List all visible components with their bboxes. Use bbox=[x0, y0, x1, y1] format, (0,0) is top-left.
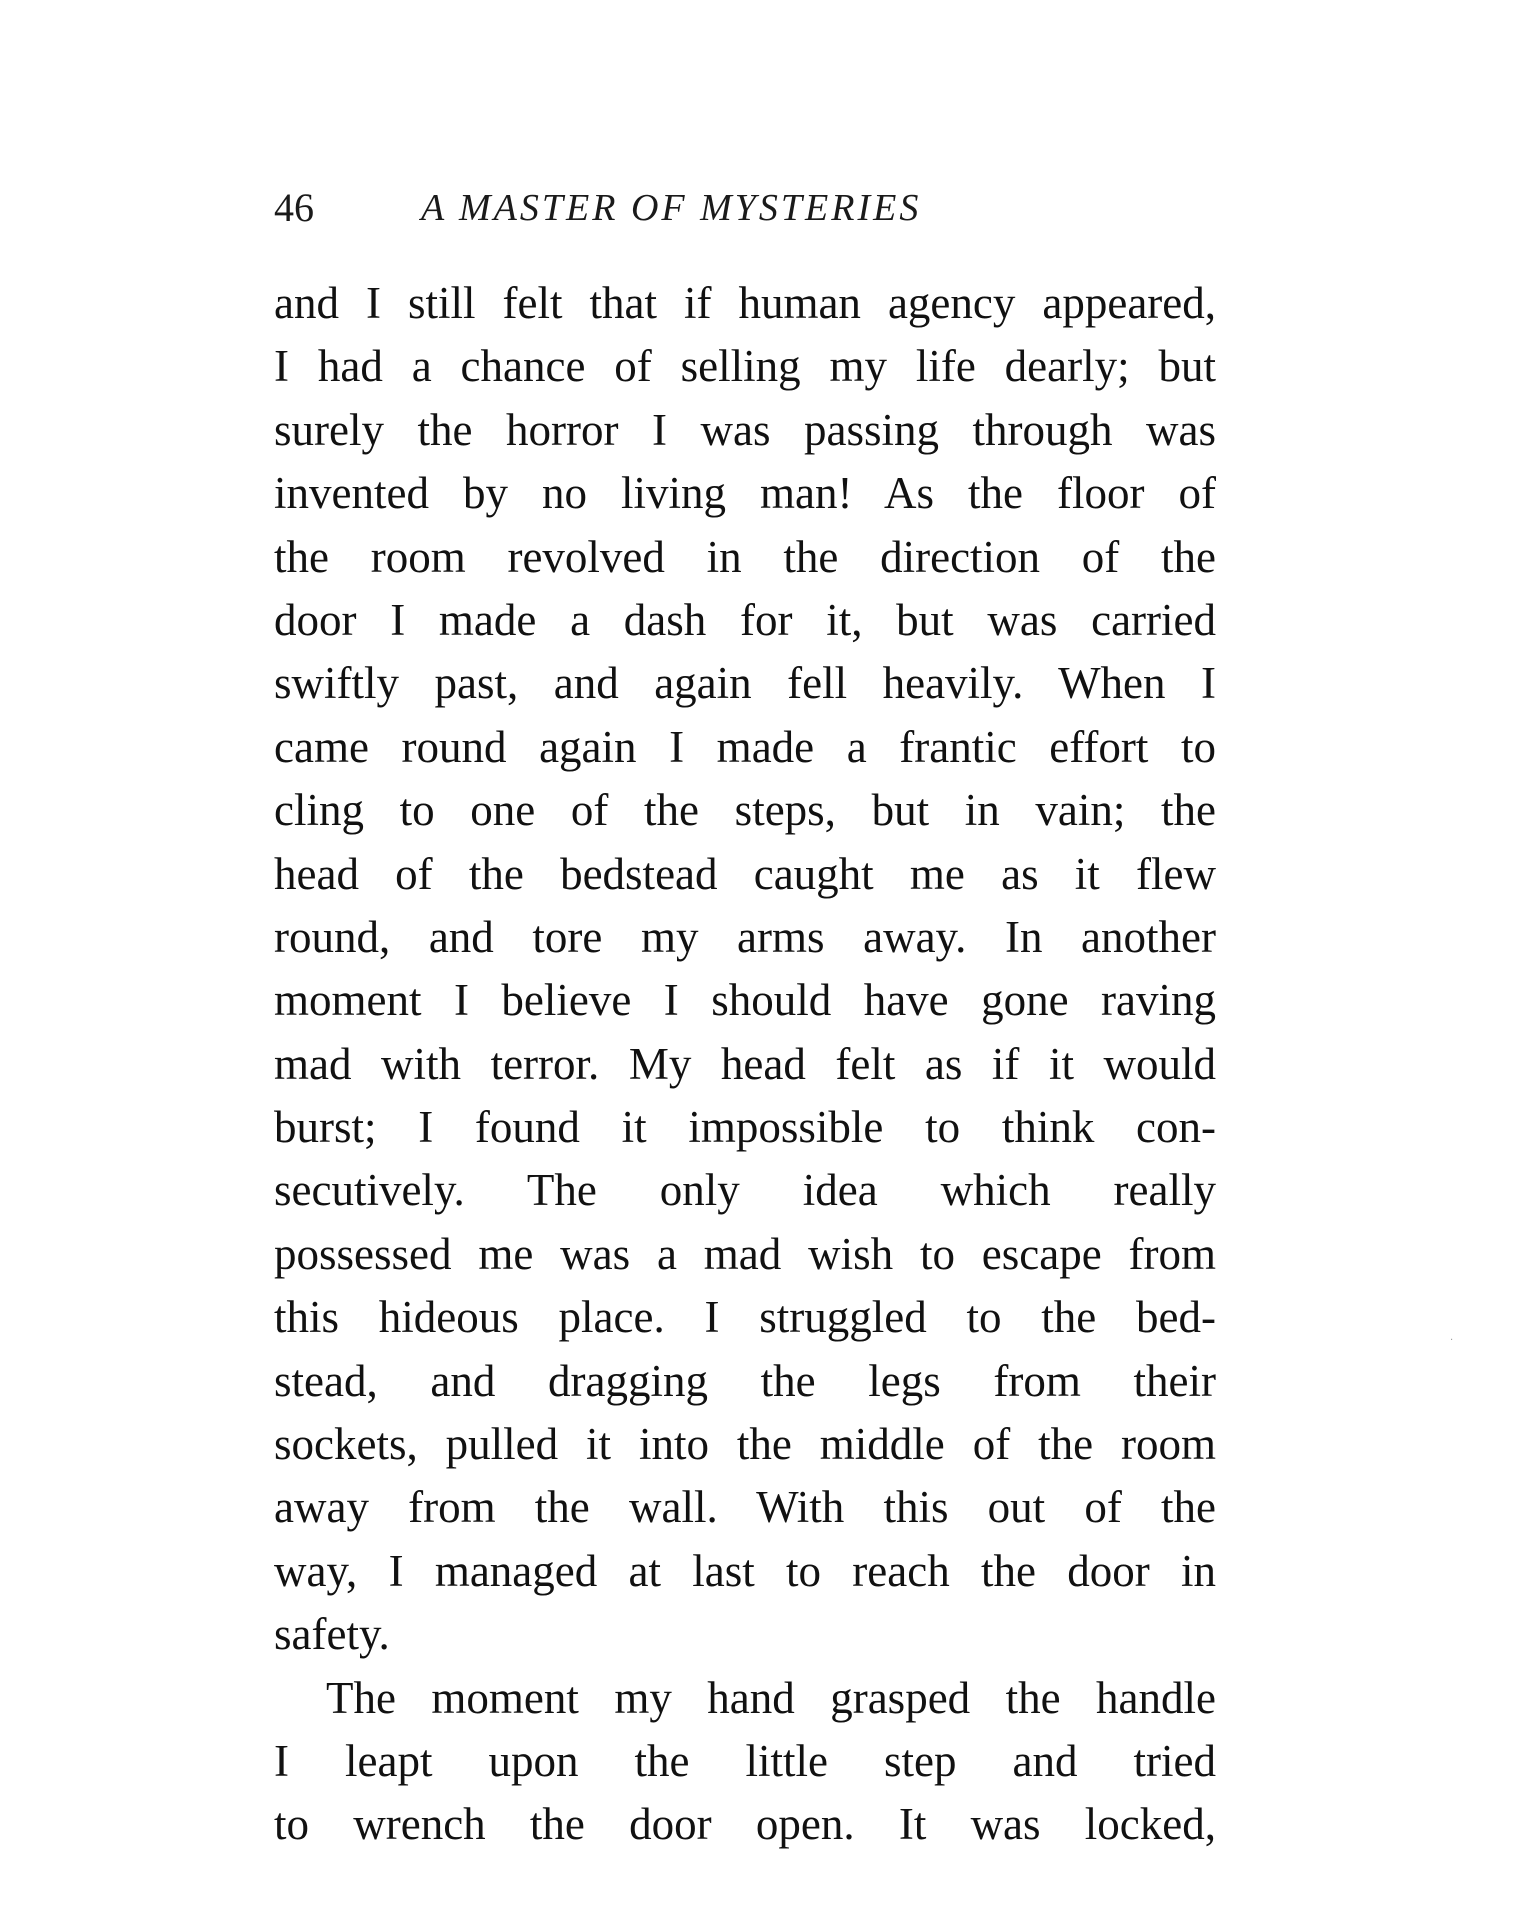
text-line: moment I believe I should have gone raving bbox=[274, 975, 1216, 1026]
text-line: this hideous place. I struggled to the bed- bbox=[274, 1292, 1216, 1343]
text-line: way, I managed at last to reach the door in bbox=[274, 1545, 1216, 1596]
text-line: The moment my hand grasped the handle bbox=[326, 1672, 1216, 1723]
page-number: 46 bbox=[274, 185, 314, 230]
text-line: possessed me was a mad wish to escape from bbox=[274, 1228, 1216, 1279]
text-line: sockets, pulled it into the middle of the room bbox=[274, 1419, 1216, 1470]
text-line: stead, and dragging the legs from their bbox=[274, 1355, 1216, 1406]
paragraph-1 bbox=[274, 272, 1216, 1667]
paragraph-2 bbox=[274, 1667, 1216, 1857]
text-line: round, and tore my arms away. In another bbox=[274, 911, 1216, 962]
text-line: away from the wall. With this out of the bbox=[274, 1482, 1216, 1533]
text-line: I had a chance of selling my life dearly; but bbox=[274, 341, 1216, 392]
text-line: burst; I found it impossible to think con- bbox=[274, 1102, 1216, 1153]
book-title: A MASTER OF MYSTERIES bbox=[421, 187, 922, 229]
text-line: swiftly past, and again fell heavily. When I bbox=[274, 658, 1216, 709]
text-line: and I still felt that if human agency appeared, bbox=[274, 278, 1216, 328]
text-line: mad with terror. My head felt as if it would bbox=[274, 1038, 1216, 1089]
text-line: invented by no living man! As the floor of bbox=[274, 468, 1216, 519]
text-line: to wrench the door open. It was locked, bbox=[274, 1799, 1216, 1850]
body-text bbox=[274, 272, 1216, 1857]
text-line: secutively. The only idea which really bbox=[274, 1165, 1216, 1216]
text-line: I leapt upon the little step and tried bbox=[274, 1735, 1216, 1786]
scan-speck: · bbox=[1450, 1335, 1454, 1346]
text-line: came round again I made a frantic effort to bbox=[274, 721, 1216, 772]
text-line: surely the horror I was passing through was bbox=[274, 404, 1216, 455]
text-line: safety. bbox=[274, 1609, 390, 1660]
running-head bbox=[274, 183, 1224, 233]
text-line: head of the bedstead caught me as it flew bbox=[274, 848, 1216, 899]
text-line: the room revolved in the direction of the bbox=[274, 531, 1216, 582]
text-line: cling to one of the steps, but in vain; the bbox=[274, 785, 1216, 836]
text-line: door I made a dash for it, but was carried bbox=[274, 594, 1216, 645]
